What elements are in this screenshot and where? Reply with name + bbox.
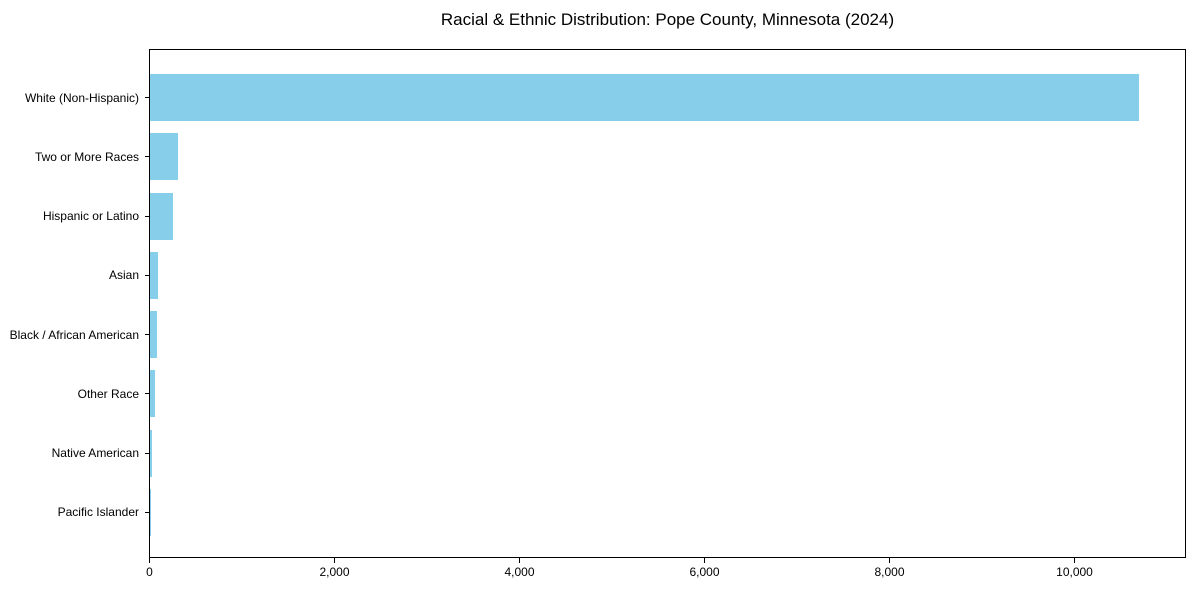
x-tick-mark (519, 558, 520, 563)
x-tick-mark (1074, 558, 1075, 563)
x-tick-mark (704, 558, 705, 563)
plot-area (149, 49, 1186, 558)
y-tick-label: Other Race (77, 386, 139, 401)
x-tick-label: 4,000 (504, 565, 535, 579)
x-tick-label: 0 (146, 565, 153, 579)
bars-container (150, 50, 1185, 557)
y-tick-label: Asian (108, 268, 139, 283)
bar (150, 74, 1139, 121)
x-tick-mark (889, 558, 890, 563)
y-tick-label: Pacific Islander (57, 505, 139, 520)
x-tick-mark (149, 558, 150, 563)
y-tick-mark (145, 393, 149, 394)
y-tick-mark (145, 156, 149, 157)
x-tick-label: 8,000 (874, 565, 905, 579)
y-tick-mark (145, 334, 149, 335)
y-tick-label: Hispanic or Latino (42, 209, 139, 224)
y-tick-label: Two or More Races (34, 149, 139, 164)
y-tick-mark (145, 275, 149, 276)
bar (150, 311, 157, 358)
chart-title: Racial & Ethnic Distribution: Pope County, Minnesota (2024) (440, 10, 895, 29)
x-tick-label: 6,000 (689, 565, 720, 579)
y-tick-label: Black / African American (9, 327, 139, 342)
y-tick-label: Native American (51, 446, 139, 461)
x-tick-label: 10,000 (1056, 565, 1093, 579)
bar (150, 133, 178, 180)
y-tick-mark (145, 216, 149, 217)
bar (150, 252, 158, 299)
bar (150, 193, 173, 240)
y-tick-mark (145, 453, 149, 454)
y-tick-label: White (Non-Hispanic) (24, 90, 139, 105)
bar (150, 430, 152, 477)
bar (150, 370, 155, 417)
x-tick-mark (334, 558, 335, 563)
y-tick-mark (145, 512, 149, 513)
y-tick-mark (145, 97, 149, 98)
x-tick-label: 2,000 (319, 565, 350, 579)
